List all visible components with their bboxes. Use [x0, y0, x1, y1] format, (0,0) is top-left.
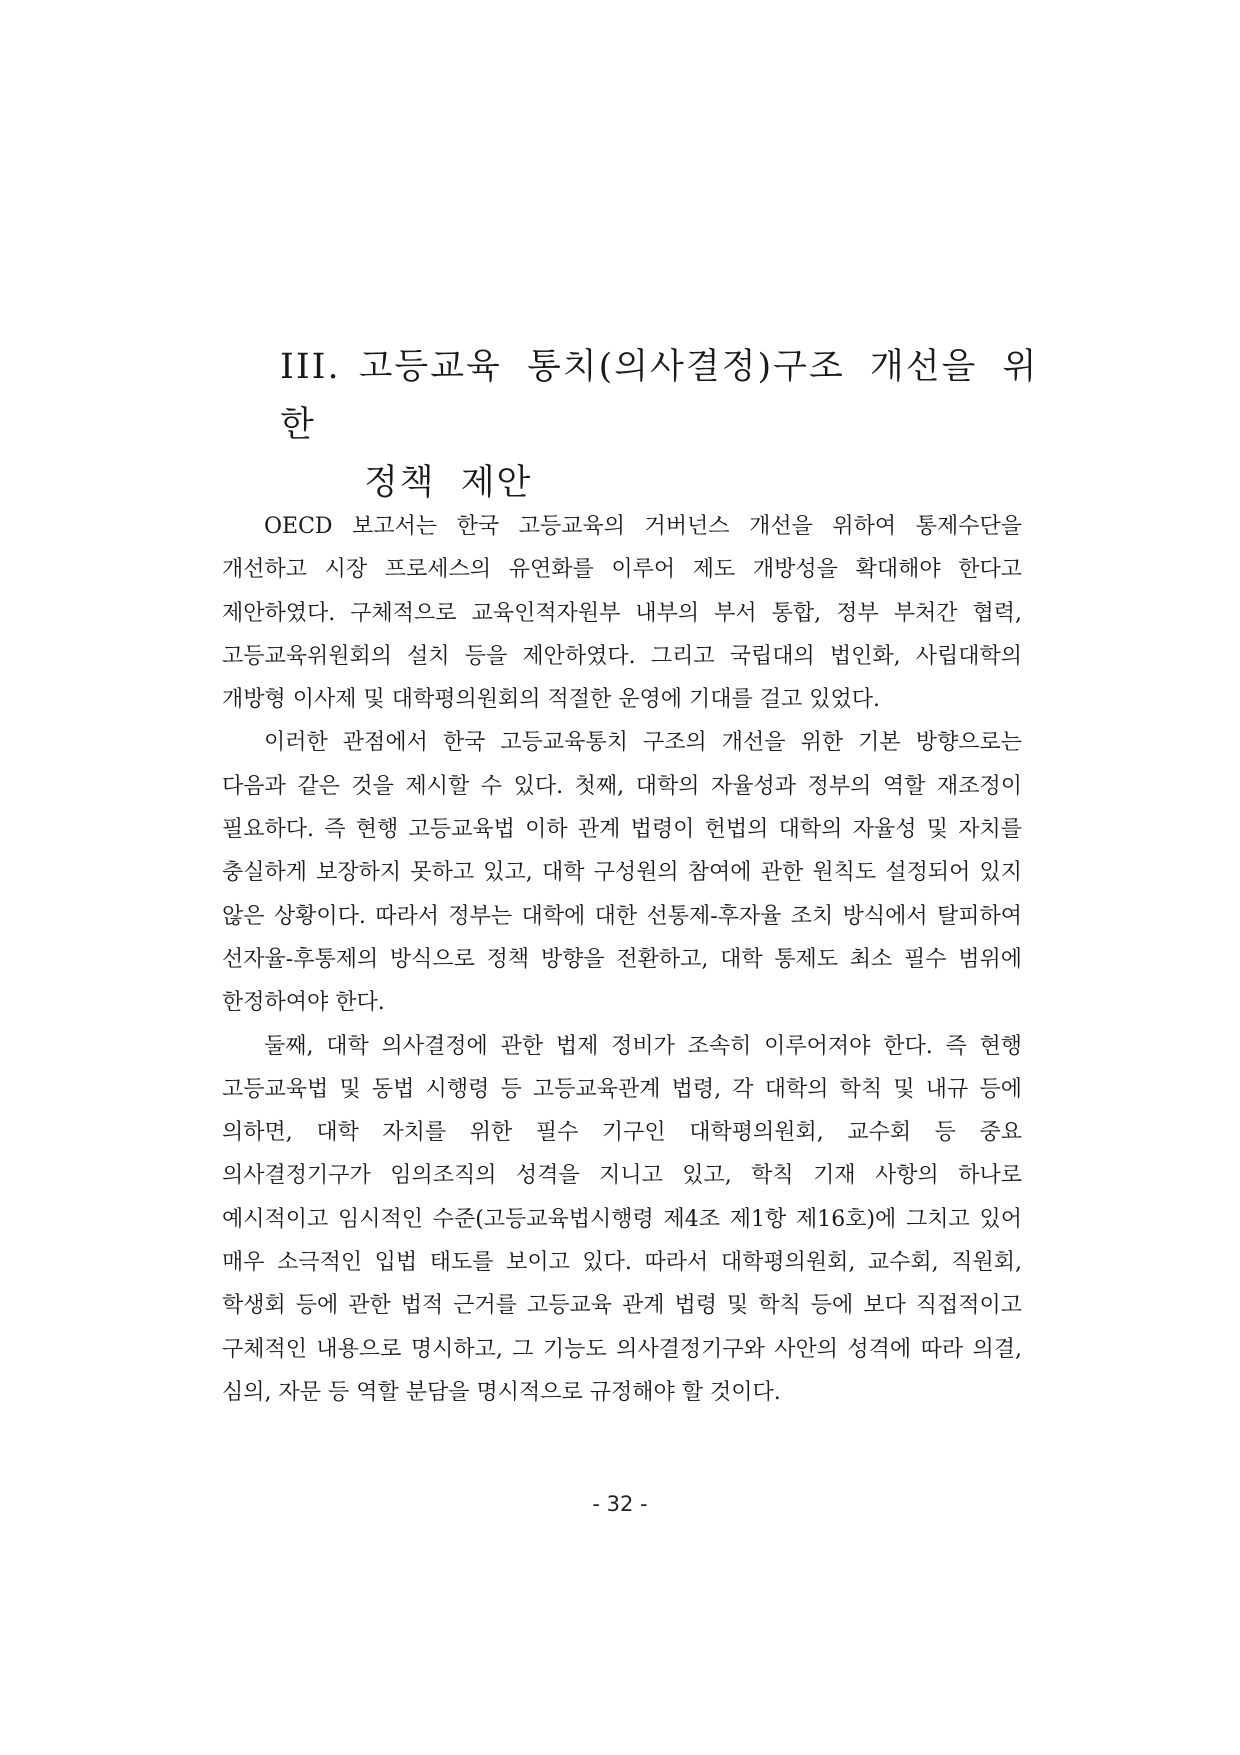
page-number: - 32 - — [592, 1492, 648, 1516]
paragraph-legal-reform: 둘째, 대학 의사결정에 관한 법제 정비가 조속히 이루어져야 한다. 즉 현행 고등교육법 및 동법 시행령 등 고등교육관계 법령, 각 대학의 학칙 및 내규 등에 의하면, 대학 자치를 위한 필수 기구인 대학평의원회, 교수회 등 중요 의사결정기구가 임의조직의 성격을 지니고 있고, 학칙 기재 사항의 하나로 예시적이고 임시적인 수준(고등교육법시행령 제4조 제1항 제16호)에 그치고 있어 매우 소극적인 입법 태도를 보이고 있다. 따라서 대학평의원회, 교수회, 직원회, 학생회 등에 관한 법적 근거를 고등교육 관계 법령 및 학칙 등에 보다 직접적이고 구체적인 내용으로 명시하고, 그 기능도 의사결정기구와 사안의 성격에 따라 의결, 심의, 자문 등 역할 분담을 명시적으로 규정해야 할 것이다. — [222, 1033, 1022, 1405]
section-number: III. — [280, 347, 341, 387]
paragraph-basic-direction: 이러한 관점에서 한국 고등교육통치 구조의 개선을 위한 기본 방향으로는 다음과 같은 것을 제시할 수 있다. 첫째, 대학의 자율성과 정부의 역할 재조정이 필요하다. 즉 현행 고등교육법 이하 관계 법령이 헌법의 대학의 자율성 및 자치를 충실하게 보장하지 못하고 있고, 대학 구성원의 참여에 관한 원칙도 설정되어 있지 않은 상황이다. 따라서 정부는 대학에 대한 선통제-후자율 조치 방식에서 탈피하여 선자율-후통제의 방식으로 정책 방향을 전환하고, 대학 통제도 최소 필수 범위에 한정하여야 한다. — [222, 730, 1023, 1016]
paragraph-oecd-report: OECD 보고서는 한국 고등교육의 거버넌스 개선을 위하여 통제수단을 개선하고 시장 프로세스의 유연화를 이루어 제도 개방성을 확대해야 한다고 제안하였다. 구체적으로 교육인적자원부 내부의 부서 통합, 정부 부처간 협력, 고등교육위원회의 설치 등을 제안하였다. 그리고 국립대의 법인화, 사립대학의 개방형 이사제 및 대학평의원회의 적절한 운영에 기대를 걸고 있었다. — [222, 514, 1022, 713]
section-title — [280, 338, 1060, 512]
section-title-line1: 고등교육 통치(의사결정)구조 개선을 위한 — [280, 347, 1039, 445]
body-text — [222, 505, 1022, 1414]
section-title-line2: 정책 제안 — [364, 463, 533, 503]
